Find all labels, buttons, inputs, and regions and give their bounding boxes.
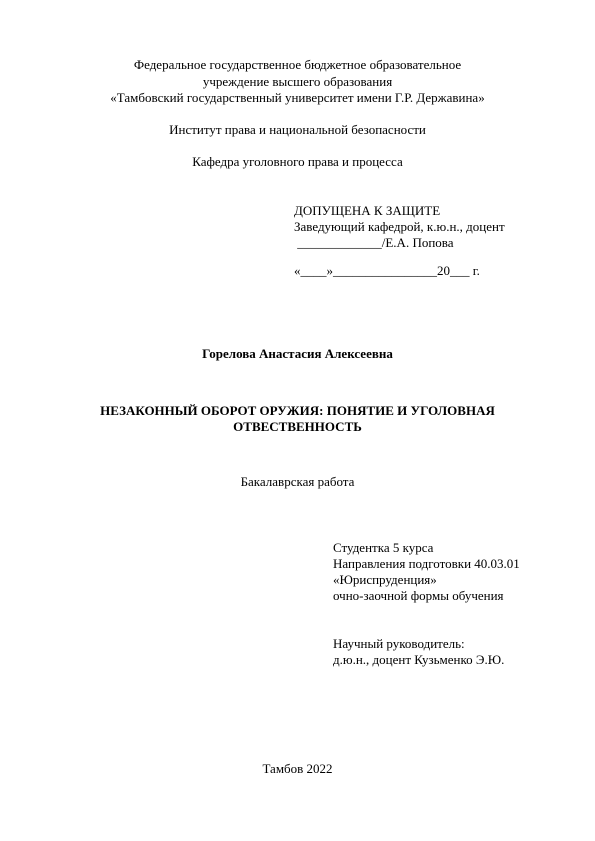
author-name: Горелова Анастасия Алексеевна [202,346,393,361]
approval-date-line: «____»________________20___ г. [294,263,480,278]
city-year: Тамбов 2022 [262,761,333,776]
org-name-line-2: учреждение высшего образования [202,74,393,89]
student-info-line-3: «Юриспруденция» [333,572,437,587]
thesis-title-line-2: ОТВЕСТВЕННОСТЬ [233,419,362,434]
approval-title: ДОПУЩЕНА К ЗАЩИТЕ [294,203,441,218]
approval-signature-line: _____________/Е.А. Попова [294,235,454,250]
student-info-line-1: Студентка 5 курса [333,540,434,555]
approval-position: Заведующий кафедрой, к.ю.н., доцент [294,219,505,234]
supervisor-label: Научный руководитель: [333,636,465,651]
work-type: Бакалаврская работа [240,474,355,489]
student-info-line-4: очно-заочной формы обучения [333,588,504,603]
org-name-line-1: Федеральное государственное бюджетное образовательное [133,57,462,72]
thesis-title-line-1: НЕЗАКОННЫЙ ОБОРОТ ОРУЖИЯ: ПОНЯТИЕ И УГОЛОВНАЯ [100,403,495,418]
department-name: Кафедра уголовного права и процесса [192,154,403,169]
org-name-line-3: «Тамбовский государственный университет имени Г.Р. Державина» [110,90,485,105]
student-info-line-2: Направления подготовки 40.03.01 [333,556,520,571]
supervisor-name: д.ю.н., доцент Кузьменко Э.Ю. [333,652,505,667]
institute-name: Институт права и национальной безопасности [169,122,426,137]
